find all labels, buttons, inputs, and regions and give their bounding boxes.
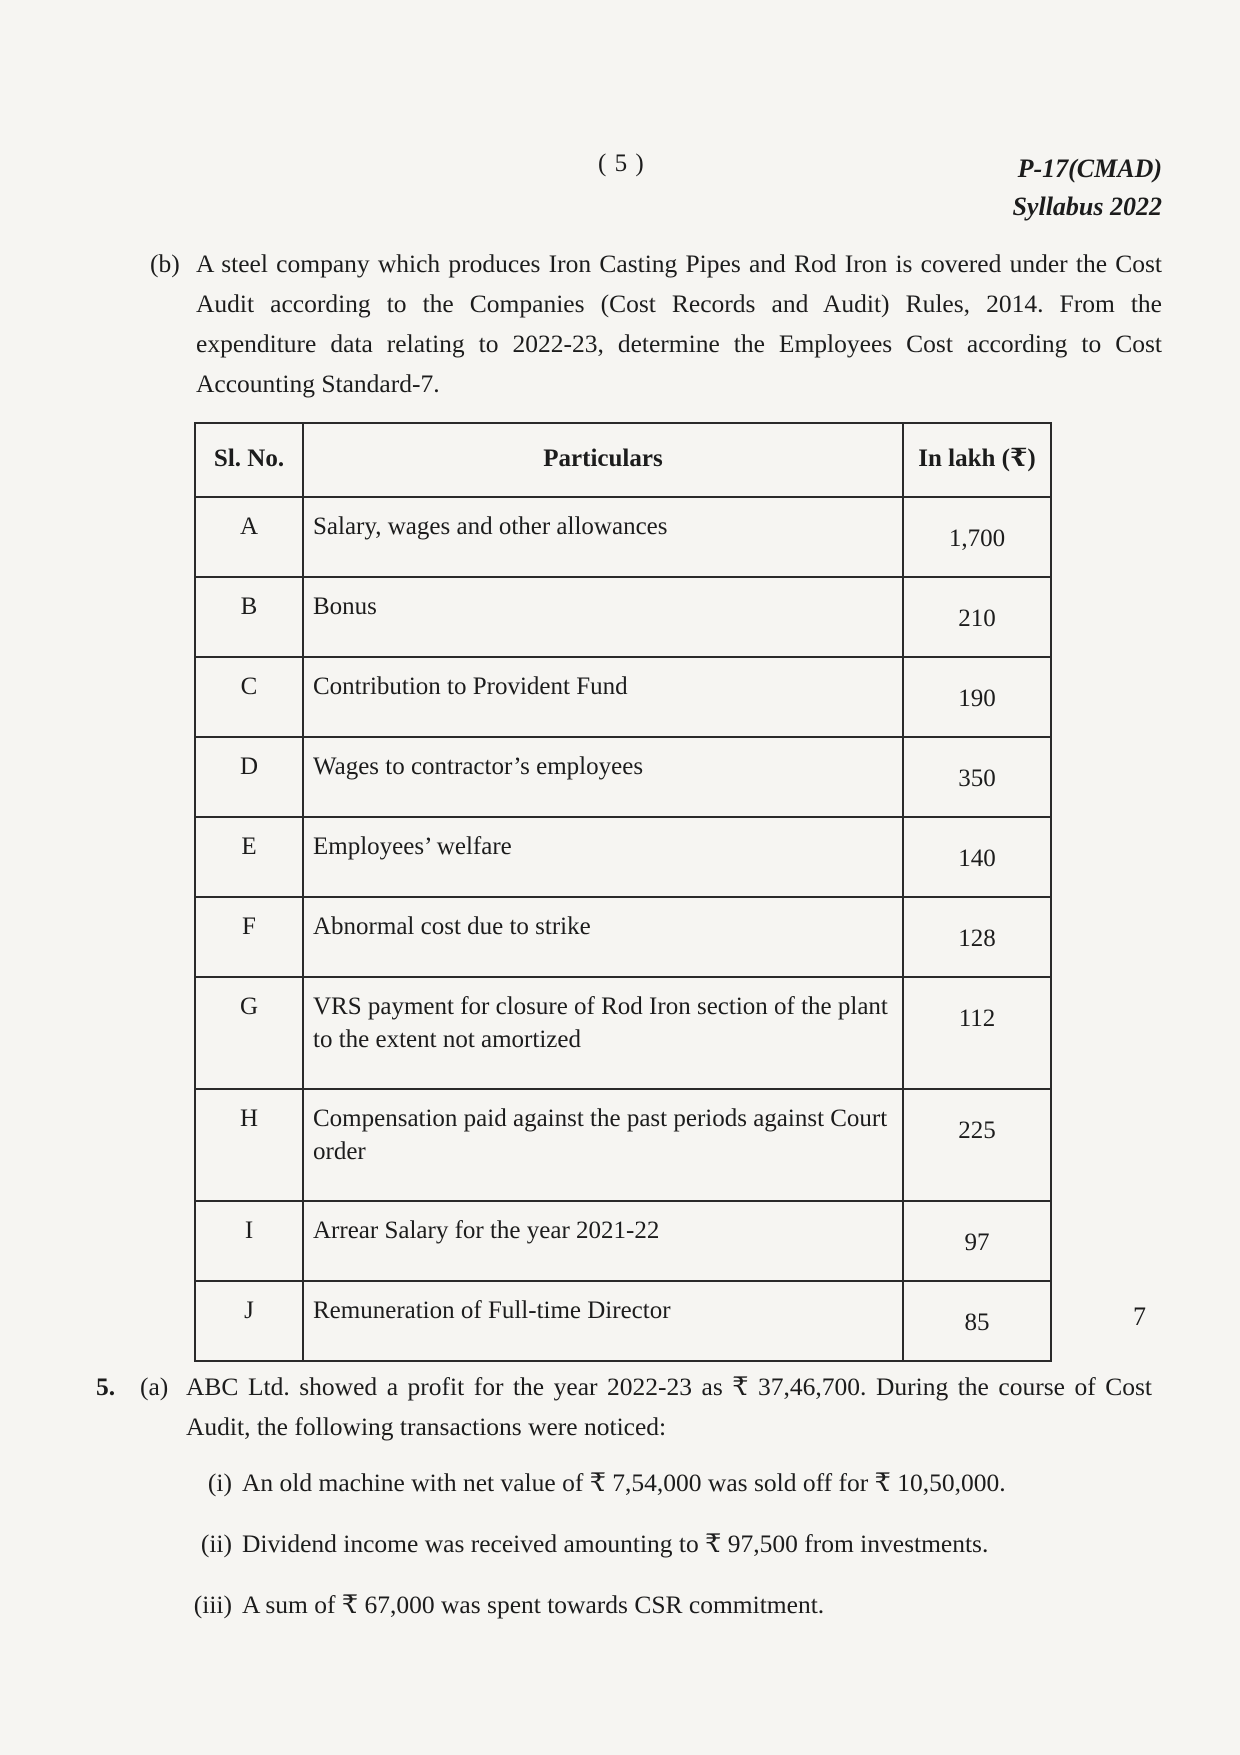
employee-cost-table (194, 422, 1052, 1362)
page-number: ( 5 ) (598, 150, 645, 177)
question-5a-text: ABC Ltd. showed a profit for the year 2022-23 as ₹ 37,46,700. During the course of Cost Audit, the following transactions were noticed: (186, 1372, 1152, 1441)
row-sl: A (195, 497, 303, 577)
row-particulars: Salary, wages and other allowances (303, 497, 903, 577)
row-sl: E (195, 817, 303, 897)
question-5a-label: (a) (140, 1372, 169, 1401)
row-particulars: Wages to contractor’s employees (303, 737, 903, 817)
row-sl: H (195, 1089, 303, 1201)
row-particulars: Compensation paid against the past periods against Court order (303, 1089, 903, 1201)
table-row (195, 737, 1051, 817)
row-particulars: Arrear Salary for the year 2021-22 (303, 1201, 903, 1281)
row-amount: 190 (903, 657, 1051, 737)
header-amount: In lakh (₹) (903, 423, 1051, 497)
question-5a (96, 1367, 1152, 1447)
row-sl: G (195, 977, 303, 1089)
row-amount: 140 (903, 817, 1051, 897)
row-sl: C (195, 657, 303, 737)
question-4b-text: A steel company which produces Iron Casting Pipes and Rod Iron is covered under the Cost Audit according to the Companies (Cost Records and Audit) Rules, 2014. From the expenditure data relating to 2022-23, determine the Employees Cost according to Cost Accounting Standard-7. (196, 249, 1162, 398)
paper-code-block (1012, 150, 1162, 226)
row-sl: F (195, 897, 303, 977)
row-particulars: Bonus (303, 577, 903, 657)
row-amount: 97 (903, 1201, 1051, 1281)
item-number: (i) (207, 1468, 232, 1497)
table-row (195, 977, 1051, 1089)
item-text: An old machine with net value of ₹ 7,54,000 was sold off for ₹ 10,50,000. (242, 1468, 1006, 1497)
row-particulars: Abnormal cost due to strike (303, 897, 903, 977)
table-row (195, 577, 1051, 657)
row-amount: 112 (903, 977, 1051, 1089)
row-amount: 128 (903, 897, 1051, 977)
item-number: (ii) (200, 1529, 232, 1558)
marks-allotted: 7 (1133, 1302, 1146, 1331)
row-particulars: Remuneration of Full-time Director (303, 1281, 903, 1361)
row-sl: D (195, 737, 303, 817)
row-particulars: Employees’ welfare (303, 817, 903, 897)
table-row (195, 817, 1051, 897)
header-particulars: Particulars (303, 423, 903, 497)
table-header-row (195, 423, 1051, 497)
syllabus-label: Syllabus 2022 (1012, 192, 1162, 221)
table-row (195, 897, 1051, 977)
table-row (195, 657, 1051, 737)
question-4b (150, 244, 1162, 404)
item-number: (iii) (193, 1590, 232, 1619)
question-5-number: 5. (96, 1372, 116, 1401)
item-text: Dividend income was received amounting to ₹ 97,500 from investments. (242, 1529, 989, 1558)
question-4b-label: (b) (150, 249, 180, 278)
paper-code: P-17(CMAD) (1017, 154, 1162, 183)
row-sl: I (195, 1201, 303, 1281)
row-amount: 350 (903, 737, 1051, 817)
row-amount: 1,700 (903, 497, 1051, 577)
table-row (195, 1281, 1051, 1361)
table-row (195, 1089, 1051, 1201)
row-amount: 210 (903, 577, 1051, 657)
item-text: A sum of ₹ 67,000 was spent towards CSR commitment. (242, 1590, 825, 1619)
row-sl: J (195, 1281, 303, 1361)
row-amount: 225 (903, 1089, 1051, 1201)
row-sl: B (195, 577, 303, 657)
row-particulars: VRS payment for closure of Rod Iron section of the plant to the extent not amortized (303, 977, 903, 1089)
header-sl-no: Sl. No. (195, 423, 303, 497)
row-amount: 85 (903, 1281, 1051, 1361)
table-row (195, 497, 1051, 577)
table-row (195, 1201, 1051, 1281)
row-particulars: Contribution to Provident Fund (303, 657, 903, 737)
